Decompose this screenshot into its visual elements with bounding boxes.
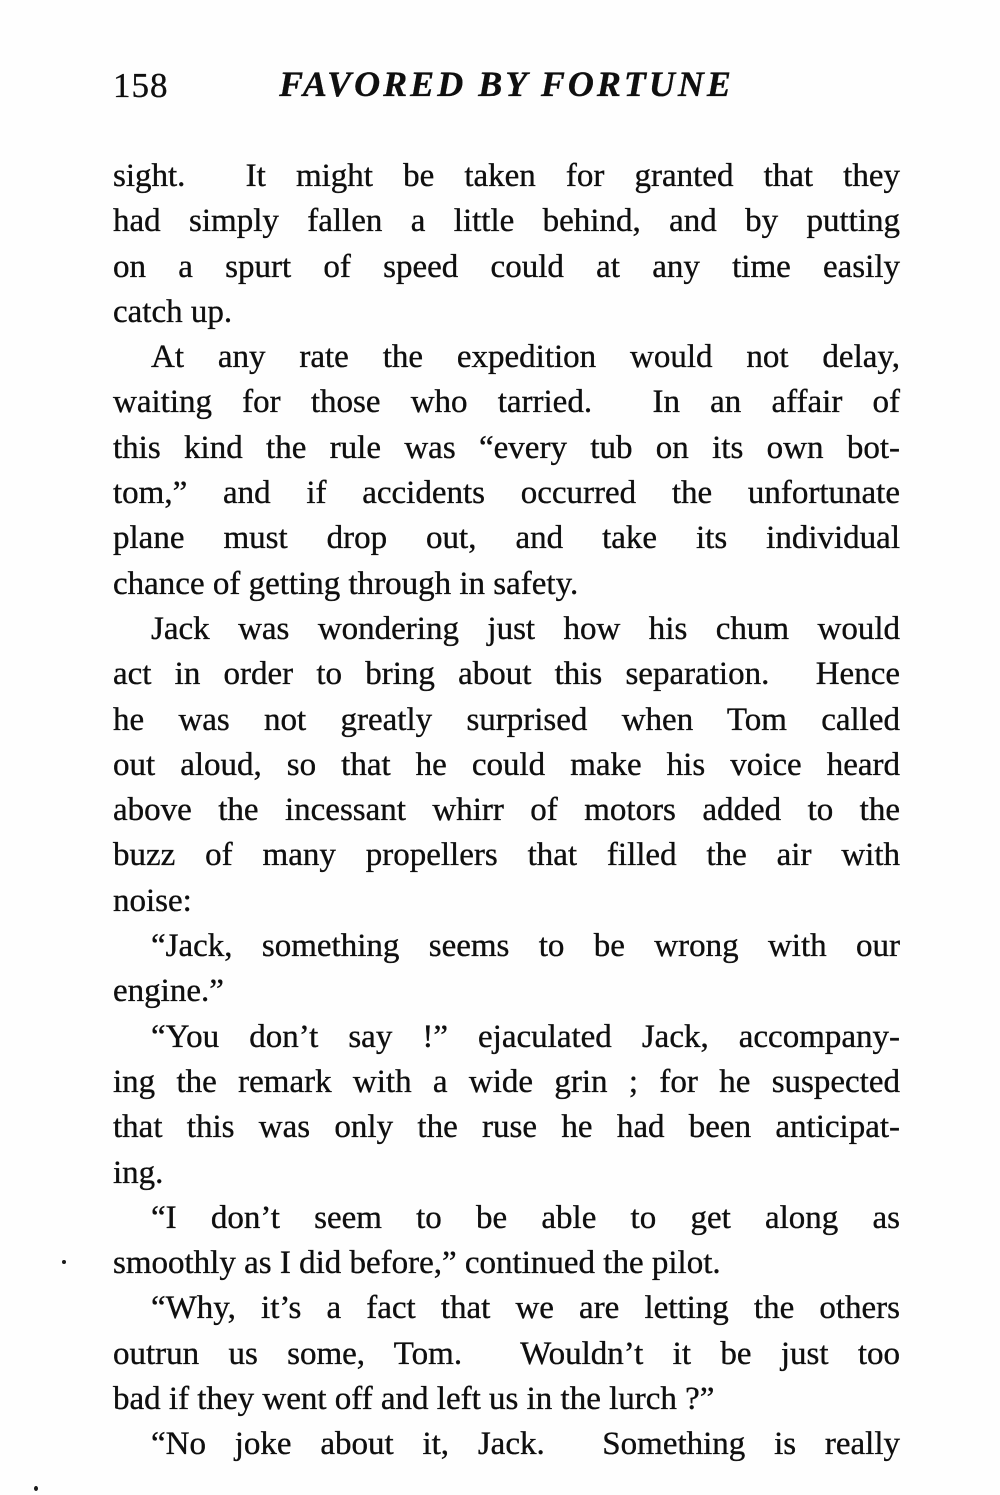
text-line: ing the remark with a wide grin ; for he suspected bbox=[113, 1063, 900, 1100]
text-line: plane must drop out, and take its individual bbox=[113, 520, 900, 557]
text-line: tom,” and if accidents occurred the unfortunate bbox=[113, 475, 900, 512]
text-line: smoothly as I did before,” continued the pilot. bbox=[113, 1245, 721, 1282]
text-line: this kind the rule was “every tub on its own bot- bbox=[113, 429, 900, 466]
text-line: noise: bbox=[113, 882, 192, 919]
text-line: out aloud, so that he could make his voice heard bbox=[113, 746, 900, 783]
page-header bbox=[113, 63, 900, 111]
text-line: above the incessant whirr of motors added to the bbox=[113, 792, 900, 829]
text-line: “You don’t say !” ejaculated Jack, accompany- bbox=[151, 1018, 900, 1055]
text-line: At any rate the expedition would not delay, bbox=[151, 339, 900, 376]
text-line: Jack was wondering just how his chum would bbox=[151, 610, 900, 647]
text-line: he was not greatly surprised when Tom called bbox=[113, 701, 900, 738]
text-line: act in order to bring about this separation. Hence bbox=[113, 656, 900, 693]
paragraph bbox=[113, 335, 900, 607]
text-line: sight. It might be taken for granted that they bbox=[113, 158, 900, 194]
text-line: buzz of many propellers that filled the air with bbox=[113, 837, 900, 874]
text-line: “No joke about it, Jack. Something is really bbox=[151, 1426, 900, 1463]
paragraph bbox=[113, 1196, 900, 1287]
paragraph bbox=[113, 1286, 900, 1422]
text-line: “Jack, something seems to be wrong with our bbox=[151, 928, 900, 965]
text-line: bad if they went off and left us in the lurch ?” bbox=[113, 1381, 715, 1418]
text-line: engine.” bbox=[113, 973, 224, 1010]
scan-speck bbox=[34, 1486, 38, 1491]
scan-speck bbox=[62, 1260, 66, 1264]
text-line: waiting for those who tarried. In an affair of bbox=[113, 384, 900, 421]
paragraph bbox=[113, 154, 900, 335]
paragraph bbox=[113, 607, 900, 924]
text-line: on a spurt of speed could at any time easily bbox=[113, 248, 900, 285]
running-title: FAVORED BY FORTUNE bbox=[279, 64, 734, 104]
text-line: chance of getting through in safety. bbox=[113, 565, 579, 602]
page-number: 158 bbox=[113, 66, 169, 105]
text-line: “I don’t seem to be able to get along as bbox=[151, 1199, 900, 1236]
text-line: outrun us some, Tom. Wouldn’t it be just too bbox=[113, 1335, 900, 1372]
paragraph bbox=[113, 1422, 900, 1467]
body-text bbox=[113, 154, 900, 1468]
text-line: had simply fallen a little behind, and by putting bbox=[113, 203, 900, 240]
paragraph bbox=[113, 1015, 900, 1196]
text-line: catch up. bbox=[113, 293, 233, 330]
paragraph bbox=[113, 924, 900, 1015]
text-line: “Why, it’s a fact that we are letting the others bbox=[151, 1290, 900, 1327]
text-line: that this was only the ruse he had been anticipat- bbox=[113, 1109, 900, 1146]
text-line: ing. bbox=[113, 1154, 164, 1191]
